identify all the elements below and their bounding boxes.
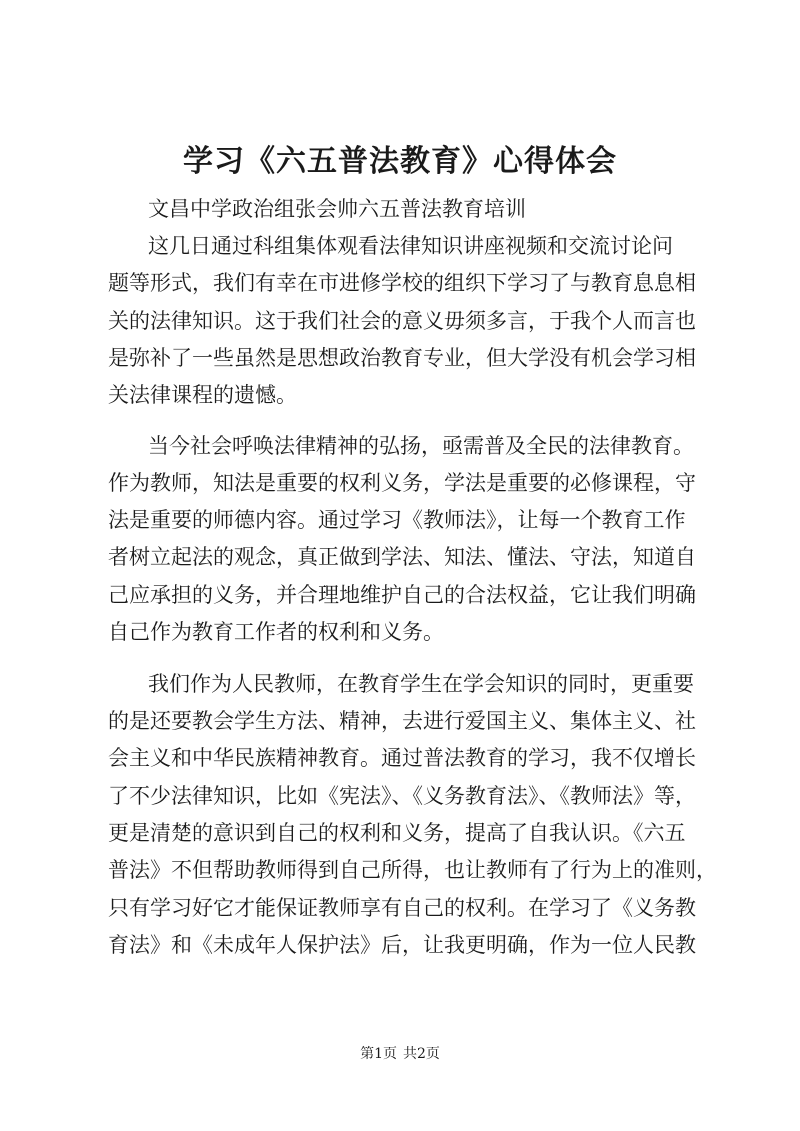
text-line: 只有学习好它才能保证教师享有自己的权利。在学习了《义务教 <box>108 896 696 920</box>
text-line: 法是重要的师德内容。通过学习《教师法》，让每一个教育工作 <box>108 508 686 532</box>
text-line: 普法》不但帮助教师得到自己所得，也让教师有了行为上的准则， <box>108 858 717 882</box>
text-line: 我们作为人民教师，在教育学生在学会知识的同时，更重要 <box>148 672 694 696</box>
text-line: 者树立起法的观念，真正做到学法、知法、懂法、守法，知道自 <box>108 545 696 569</box>
text-line: 的是还要教会学生方法、精神，去进行爱国主义、集体主义、社 <box>108 709 696 733</box>
text-line: 是弥补了一些虽然是思想政治教育专业，但大学没有机会学习相 <box>108 346 696 370</box>
document-title: 学习《六五普法教育》心得体会 <box>183 144 617 179</box>
text-line: 更是清楚的意识到自己的权利和义务，提高了自我认识。《六五 <box>108 821 686 845</box>
text-line: 作为教师，知法是重要的权利义务，学法是重要的必修课程，守 <box>108 471 696 495</box>
page-total: 共2页 <box>403 1046 440 1062</box>
text-line: 自己作为教育工作者的权利和义务。 <box>108 620 444 644</box>
text-line: 关的法律知识。这于我们社会的意义毋须多言，于我个人而言也 <box>108 309 696 333</box>
page-footer <box>0 1044 800 1064</box>
text-line: 育法》和《未成年人保护法》后，让我更明确，作为一位人民教 <box>108 933 696 957</box>
text-line: 了不少法律知识，比如《宪法》、《义务教育法》、《教师法》等， <box>108 784 696 808</box>
text-line: 己应承担的义务，并合理地维护自己的合法权益，它让我们明确 <box>108 583 696 607</box>
text-line: 题等形式，我们有幸在市进修学校的组织下学习了与教育息息相 <box>108 271 696 295</box>
author-line: 文昌中学政治组张会帅六五普法教育培训 <box>148 197 526 221</box>
page-number: 第1页 <box>360 1046 397 1062</box>
text-line: 当今社会呼唤法律精神的弘扬，亟需普及全民的法律教育。 <box>148 434 694 458</box>
text-line: 这几日通过科组集体观看法律知识讲座视频和交流讨论问 <box>148 234 673 258</box>
text-line: 会主义和中华民族精神教育。通过普法教育的学习，我不仅增长 <box>108 746 696 770</box>
text-line: 关法律课程的遗憾。 <box>108 383 297 407</box>
